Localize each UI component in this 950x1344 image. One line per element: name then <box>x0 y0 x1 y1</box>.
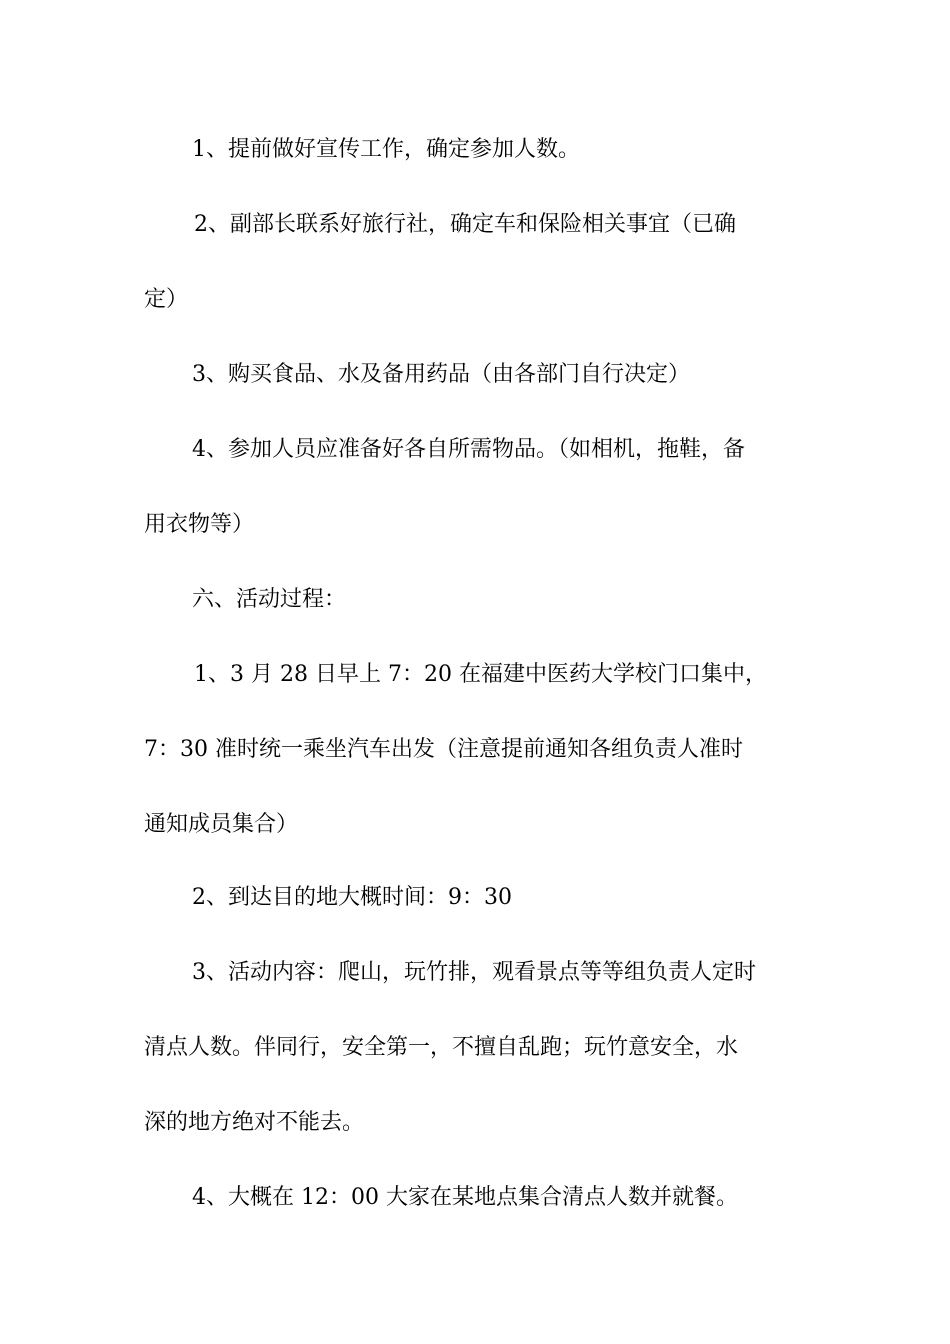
paragraph-line-14: 深的地方绝对不能去。 <box>144 1110 365 1135</box>
paragraph-line-10: 通知成员集合） <box>144 812 299 837</box>
paragraph-line-3: 定） <box>144 287 189 312</box>
paragraph-line-12: 3、活动内容：爬山，玩竹排，观看景点等等组负责人定时 <box>192 960 756 985</box>
paragraph-line-11: 2、到达目的地大概时间：9：30 <box>192 885 512 910</box>
paragraph-line-13: 清点人数。伴同行，安全第一，不擅自乱跑；玩竹意安全，水 <box>144 1035 739 1060</box>
paragraph-line-2: 2、副部长联系好旅行社，确定车和保险相关事宜（已确 <box>194 212 736 237</box>
paragraph-line-1: 1、提前做好宣传工作，确定参加人数。 <box>192 137 580 162</box>
paragraph-line-9: 7：30 准时统一乘坐汽车出发（注意提前通知各组负责人准时 <box>144 737 743 762</box>
paragraph-line-5: 4、参加人员应准备好各自所需物品。（如相机，拖鞋，备 <box>192 437 745 462</box>
paragraph-line-6: 用衣物等） <box>144 512 255 537</box>
paragraph-line-4: 3、购买食品、水及备用药品（由各部门自行决定） <box>192 362 690 387</box>
section-heading: 六、活动过程： <box>192 587 347 612</box>
paragraph-line-8: 1、3 月 28 日早上 7：20 在福建中医药大学校门口集中， <box>194 662 767 687</box>
paragraph-line-15: 4、大概在 12：00 大家在某地点集合清点人数并就餐。 <box>192 1185 738 1210</box>
